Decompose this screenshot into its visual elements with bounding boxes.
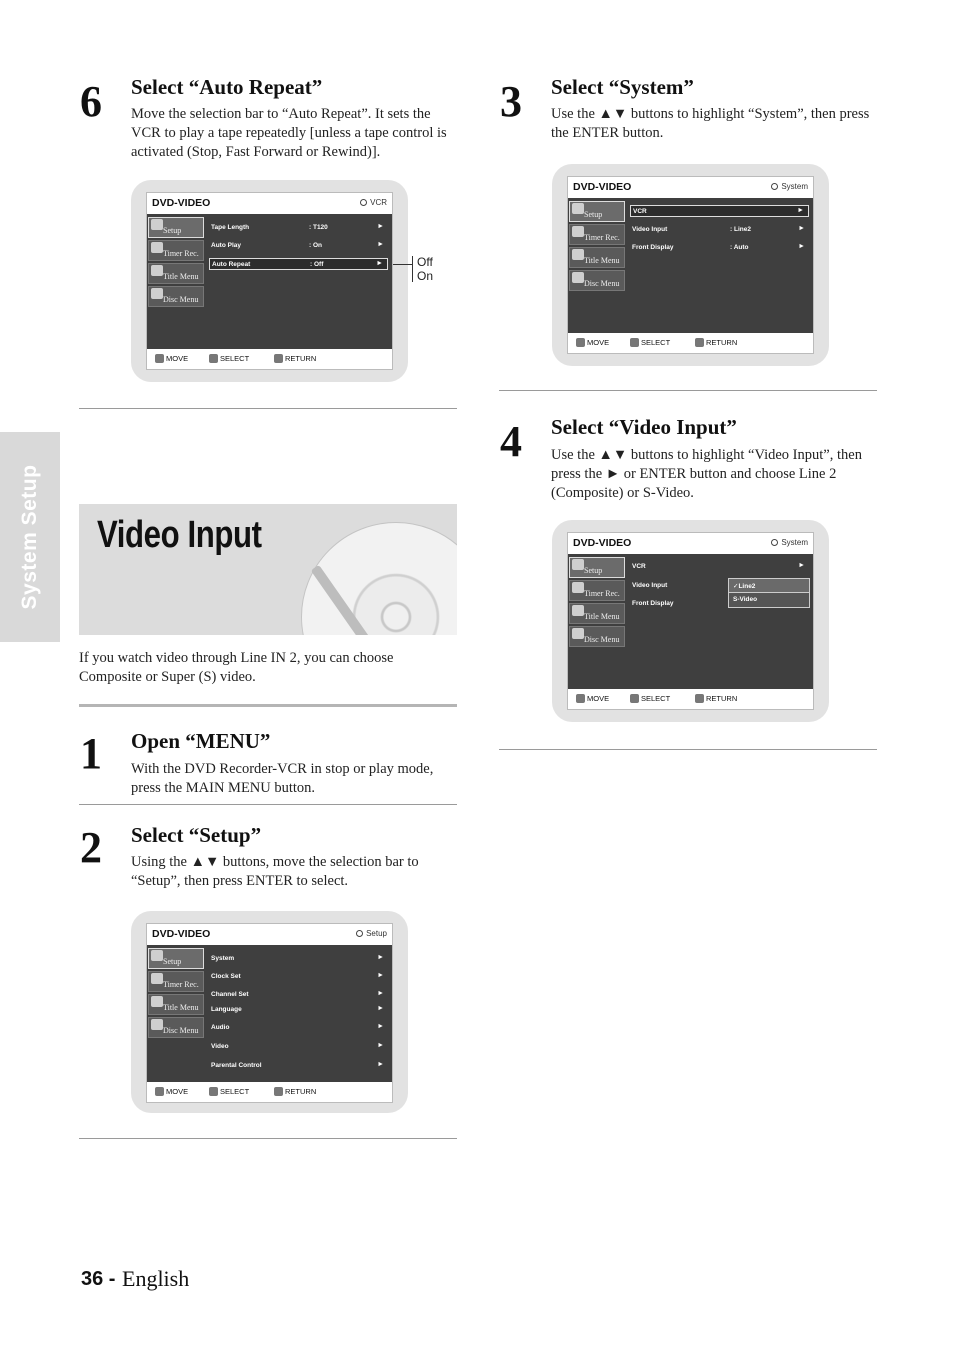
section-title: Video Input (97, 514, 262, 556)
mode-icon (360, 199, 367, 206)
section-banner (79, 504, 457, 635)
step-1-number: 1 (80, 729, 102, 778)
title-icon (572, 249, 584, 260)
step-3-number: 3 (500, 77, 522, 126)
return-icon (274, 354, 283, 363)
select-icon (630, 338, 639, 347)
arrow-right-icon: ► (377, 1005, 384, 1012)
return-icon (274, 1087, 283, 1096)
setup-icon (572, 203, 584, 214)
side-menu-title-menu[interactable]: Title Menu (148, 994, 204, 1015)
timer-icon (151, 242, 163, 253)
menu-row-vcr[interactable]: VCR ► (630, 205, 809, 217)
step-3-title: Select “System” (551, 75, 694, 99)
screen-vcr: DVD-VIDEO VCR Setup Timer Rec. Title Menu Disc Menu Tape Length : T120 ► Auto Play : On ► Auto Repeat : Off ► MOVE SELECT RETURN (146, 192, 393, 370)
divider (79, 1138, 457, 1139)
callout-on: On (417, 269, 434, 283)
step-6-title: Select “Auto Repeat” (131, 75, 323, 99)
step-1-title: Open “MENU” (131, 729, 271, 753)
return-icon (695, 694, 704, 703)
step-2-text: Using the ▲▼ buttons, move the selection bar to “Setup”, then press ENTER to select. (131, 854, 419, 889)
move-icon (155, 354, 164, 363)
step-4-text: Use the ▲▼ buttons to highlight “Video Input”, then press the ► or ENTER button and choose Line 2 (Composite) or S-Video. (551, 447, 862, 501)
timer-icon (572, 226, 584, 237)
arrow-right-icon: ► (377, 972, 384, 979)
side-menu-title-menu[interactable]: Title Menu (569, 603, 625, 624)
step-2-title: Select “Setup” (131, 823, 262, 847)
title-icon (151, 265, 163, 276)
side-menu-title-menu[interactable]: Title Menu (569, 247, 625, 268)
disc-icon (151, 288, 163, 299)
title-icon (572, 605, 584, 616)
mode-icon (771, 539, 778, 546)
screen-system: DVD-VIDEO System Setup Timer Rec. Title Menu Disc Menu VCR ► Video Input : Line2 ► Front Display : Auto ► MOVE SELECT RETURN (567, 176, 814, 354)
arrow-right-icon: ► (376, 260, 383, 267)
menu-row-system[interactable]: System ► (211, 954, 384, 962)
arrow-right-icon: ► (798, 562, 805, 569)
screen-title: DVD-VIDEO (152, 197, 211, 209)
screen-mode: VCR (370, 198, 387, 207)
select-icon (209, 354, 218, 363)
arrow-right-icon: ► (798, 243, 805, 250)
step-4-title: Select “Video Input” (551, 415, 737, 439)
side-menu-timer-rec[interactable]: Timer Rec. (148, 971, 204, 992)
screen-title: DVD-VIDEO (573, 537, 632, 549)
arrow-right-icon: ► (797, 207, 804, 214)
return-icon (695, 338, 704, 347)
side-menu-setup[interactable]: Setup (569, 557, 625, 578)
callout-bracket (412, 256, 413, 282)
menu-row-parental-control[interactable]: Parental Control ► (211, 1061, 384, 1069)
arrow-right-icon: ► (798, 225, 805, 232)
disc-icon (572, 272, 584, 283)
menu-row-channel-set[interactable]: Channel Set ► (211, 990, 384, 998)
screen-title: DVD-VIDEO (152, 928, 211, 940)
intro-text: If you watch video through Line IN 2, you can choose Composite or Super (S) video. (79, 650, 394, 685)
menu-row-tape-length[interactable]: Tape Length : T120 ► (211, 223, 384, 231)
select-icon (209, 1087, 218, 1096)
arrow-right-icon: ► (377, 1042, 384, 1049)
divider-thick (79, 704, 457, 707)
menu-row-auto-repeat[interactable]: Auto Repeat : Off ► (209, 258, 388, 270)
screen-setup: DVD-VIDEO Setup Setup Timer Rec. Title Menu Disc Menu System ► Clock Set ► Channel Set ► Language ► Audio ► Video ► Parental Control ► MOVE SELECT RETURN (146, 923, 393, 1103)
side-menu-timer-rec[interactable]: Timer Rec. (569, 224, 625, 245)
side-tab (0, 432, 60, 642)
page-number: 36 - (81, 1268, 116, 1290)
disc-icon (151, 1019, 163, 1030)
video-input-dropdown[interactable] (728, 578, 810, 608)
setup-icon (151, 950, 163, 961)
timer-icon (151, 973, 163, 984)
setup-icon (151, 219, 163, 230)
menu-row-vcr[interactable]: VCR ► (632, 562, 805, 570)
side-tab-label: System Setup (18, 464, 41, 610)
title-icon (151, 996, 163, 1007)
side-menu-title-menu[interactable]: Title Menu (148, 263, 204, 284)
arrow-right-icon: ► (377, 990, 384, 997)
menu-row-video[interactable]: Video ► (211, 1042, 384, 1050)
side-menu-setup[interactable]: Setup (148, 948, 204, 969)
step-2-number: 2 (80, 823, 102, 872)
screen-mode: System (781, 538, 808, 547)
side-menu-timer-rec[interactable]: Timer Rec. (148, 240, 204, 261)
move-icon (155, 1087, 164, 1096)
side-menu-disc-menu[interactable]: Disc Menu (569, 626, 625, 647)
divider (499, 749, 877, 750)
step-6-text: Move the selection bar to “Auto Repeat”. It sets the VCR to play a tape repeatedly [unless a tape control is activated (Stop, Fast Forward or Rewind)]. (131, 106, 447, 160)
side-menu-disc-menu[interactable]: Disc Menu (569, 270, 625, 291)
divider (79, 804, 457, 805)
divider (79, 408, 457, 409)
setup-icon (572, 559, 584, 570)
side-menu-disc-menu[interactable]: Disc Menu (148, 1017, 204, 1038)
side-menu-setup[interactable]: Setup (569, 201, 625, 222)
arrow-right-icon: ► (377, 1061, 384, 1068)
step-4-number: 4 (500, 417, 522, 466)
callout-off: Off (417, 255, 433, 269)
arrow-right-icon: ► (377, 241, 384, 248)
step-6-number: 6 (80, 77, 102, 126)
move-icon (576, 694, 585, 703)
option-s-video[interactable]: S-Video (733, 596, 758, 603)
disc-icon (572, 628, 584, 639)
divider (499, 390, 877, 391)
side-menu-setup[interactable]: Setup (148, 217, 204, 238)
step-1-text: With the DVD Recorder-VCR in stop or play mode, press the MAIN MENU button. (131, 761, 434, 796)
mode-icon (771, 183, 778, 190)
screen-title: DVD-VIDEO (573, 181, 632, 193)
arrow-right-icon: ► (377, 1023, 384, 1030)
arrow-right-icon: ► (377, 954, 384, 961)
timer-icon (572, 582, 584, 593)
mode-icon (356, 930, 363, 937)
select-icon (630, 694, 639, 703)
step-3-text: Use the ▲▼ buttons to highlight “System”, then press the ENTER button. (551, 106, 870, 141)
menu-row-front-display[interactable]: Front Display : Auto ► (632, 243, 805, 251)
side-menu-disc-menu[interactable]: Disc Menu (148, 286, 204, 307)
option-line2[interactable]: ✓Line2 (729, 579, 809, 593)
menu-row-language[interactable]: Language ► (211, 1005, 384, 1013)
screen-mode: System (781, 182, 808, 191)
menu-row-video-input[interactable]: Video Input : Line2 ► (632, 225, 805, 233)
menu-row-audio[interactable]: Audio ► (211, 1023, 384, 1031)
page-language: English (122, 1266, 190, 1291)
menu-row-auto-play[interactable]: Auto Play : On ► (211, 241, 384, 249)
arrow-right-icon: ► (377, 223, 384, 230)
side-menu-timer-rec[interactable]: Timer Rec. (569, 580, 625, 601)
move-icon (576, 338, 585, 347)
menu-row-clock-set[interactable]: Clock Set ► (211, 972, 384, 980)
menu-row-front-display[interactable]: Front Display (632, 600, 674, 607)
callout-line (393, 264, 412, 265)
screen-mode: Setup (366, 929, 387, 938)
screen-video-input: DVD-VIDEO System Setup Timer Rec. Title Menu Disc Menu VCR ► Video Input Front Display ✓Line2 S-Video MOVE SELECT RETURN (567, 532, 814, 710)
menu-row-video-input[interactable]: Video Input (632, 582, 668, 589)
